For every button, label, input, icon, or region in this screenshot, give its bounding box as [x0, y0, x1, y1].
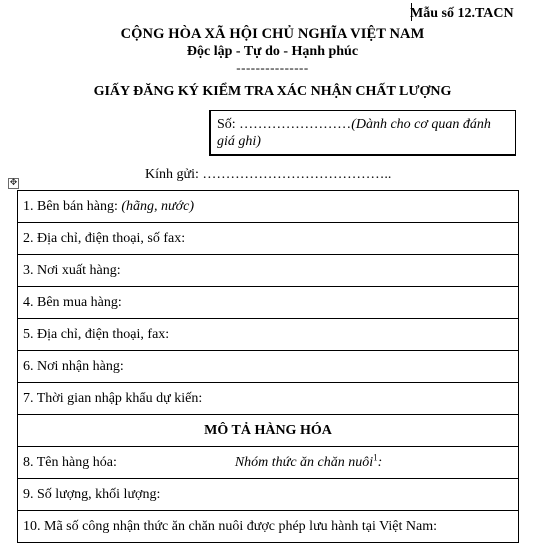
- table-row: [18, 351, 519, 383]
- footnote-ref[interactable]: 1: [373, 451, 378, 462]
- so-box[interactable]: [209, 110, 516, 156]
- section-title-goods: MÔ TẢ HÀNG HÓA: [18, 415, 519, 447]
- form-number: Mẫu số 12.TACN: [410, 6, 514, 21]
- table-cell-goods-name[interactable]: [18, 447, 519, 479]
- table-row: [18, 415, 519, 447]
- table-row: [18, 511, 519, 543]
- table-row: [18, 191, 519, 223]
- table-cell-quantity[interactable]: [18, 479, 519, 511]
- table-row: [18, 383, 519, 415]
- national-motto: Độc lập - Tự do - Hạnh phúc: [186, 44, 359, 59]
- table-row: [18, 447, 519, 479]
- table-cell-import-time[interactable]: [18, 383, 519, 415]
- table-cell-buyer[interactable]: [18, 287, 519, 319]
- header-divider: ---------------: [236, 60, 309, 75]
- national-title: CỘNG HÒA XÃ HỘI CHỦ NGHĨA VIỆT NAM: [120, 26, 425, 42]
- document-title: GIẤY ĐĂNG KÝ KIỂM TRA XÁC NHẬN CHẤT LƯỢNG: [93, 84, 452, 99]
- goods-group-suffix: :: [377, 454, 383, 470]
- cell-label: 2. Địa chỉ, điện thoại, số fax:: [23, 230, 186, 246]
- cell-label: 6. Nơi nhận hàng:: [23, 358, 124, 374]
- kinh-gui-line[interactable]: Kính gửi: …………………………………..: [145, 167, 392, 182]
- table-row: [18, 255, 519, 287]
- cell-note: (hãng, nước): [121, 198, 195, 214]
- table-cell-seller[interactable]: [18, 191, 519, 223]
- cell-label: 8. Tên hàng hóa:: [23, 454, 117, 470]
- cell-label: 4. Bên mua hàng:: [23, 294, 122, 310]
- cell-label: 5. Địa chỉ, điện thoại, fax:: [23, 326, 170, 342]
- cell-label: 10. Mã số công nhận thức ăn chăn nuôi được phép lưu hành tại Việt Nam:: [23, 518, 437, 534]
- table-row: [18, 479, 519, 511]
- cell-label: 7. Thời gian nhập khẩu dự kiến:: [23, 390, 203, 406]
- registration-table: [17, 190, 519, 543]
- table-move-handle-icon[interactable]: ✥: [9, 178, 18, 188]
- so-note: (Dành cho cơ quan đánh giá ghi): [217, 117, 491, 149]
- table-cell-buyer-address[interactable]: [18, 319, 519, 351]
- goods-group-note: [234, 451, 383, 471]
- goods-group-text: Nhóm thức ăn chăn nuôi: [234, 454, 374, 470]
- table-cell-receive-place[interactable]: [18, 351, 519, 383]
- table-cell-export-place[interactable]: [18, 255, 519, 287]
- cell-label: 1. Bên bán hàng:: [23, 198, 122, 214]
- table-row: [18, 223, 519, 255]
- so-label: Số: ……………………: [217, 117, 352, 132]
- cell-label: 3. Nơi xuất hàng:: [23, 262, 121, 278]
- table-row: [18, 319, 519, 351]
- table-row: [18, 287, 519, 319]
- table-cell-approval-code[interactable]: [18, 511, 519, 543]
- table-cell-seller-address[interactable]: [18, 223, 519, 255]
- cell-label: 9. Số lượng, khối lượng:: [23, 486, 161, 502]
